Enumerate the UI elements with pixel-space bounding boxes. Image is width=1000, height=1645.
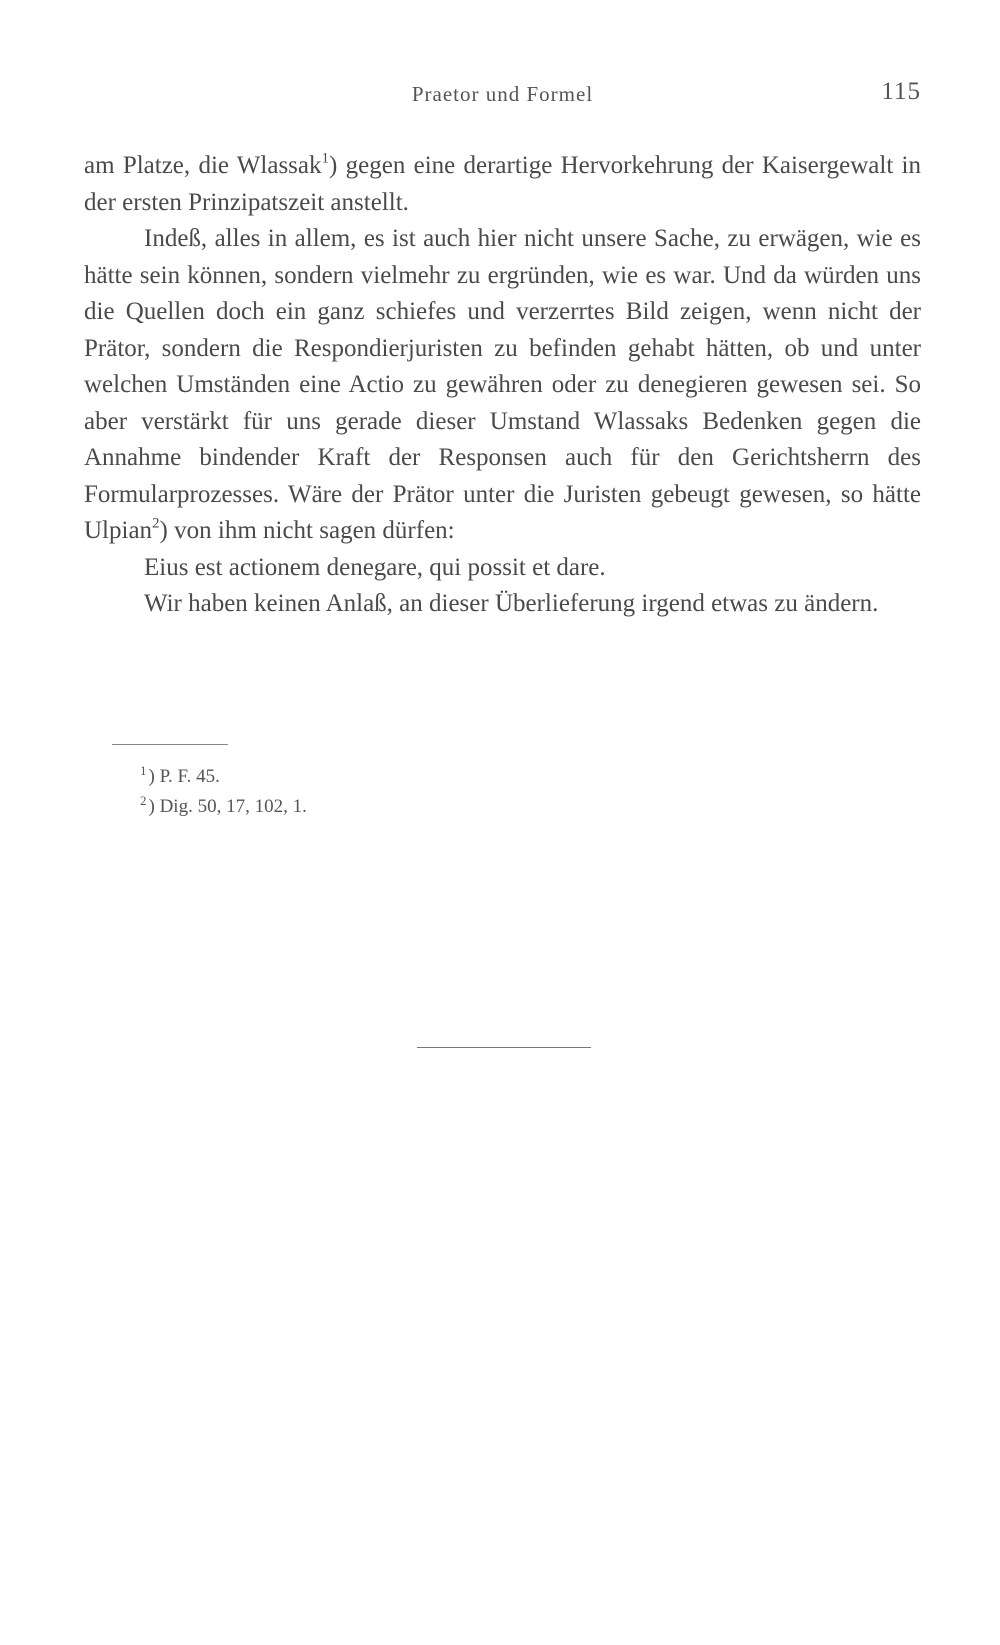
paragraph-2: [84, 221, 921, 550]
footnote-ref-1: 1: [321, 150, 330, 167]
paragraph-1: [84, 148, 921, 221]
footnote-1-mark: 1: [140, 762, 147, 778]
quotation: Eius est actionem denegare, qui possit et dare.: [144, 553, 606, 581]
footnote-divider: [112, 744, 228, 745]
footnote-2-mark: 2: [140, 792, 147, 808]
section-end-rule: [417, 1047, 591, 1048]
page-number: 115: [881, 78, 921, 105]
paragraph-2-text-a: Indeß, alles in allem, es ist auch hier nicht unsere Sache, zu erwägen, wie es hätte sein können, sondern vielmehr zu ergründen, wie es war. Und da würden uns die Quellen doch ein ganz schiefes und verzerrtes Bild zeigen, wenn nicht der Prätor, sondern die Respondierjuristen zu befinden gehabt hätten, ob und unter welchen Umständen eine Actio zu gewähren oder zu denegieren gewesen sei. So aber verstärkt für uns gerade dieser Umstand Wlassaks Bedenken gegen die Annahme bindender Kraft der Responsen auch für den Gerichtsherrn des Formularprozesses. Wäre der Prätor unter die Juristen gebeugt gewesen, so hätte Ulpian: [84, 225, 921, 544]
running-title: Praetor und Formel: [411, 82, 594, 106]
footnote-1-text: ) P. F. 45.: [148, 766, 220, 787]
footnote-2: [140, 792, 307, 822]
paragraph-1-text-b: ) gegen eine derartige Hervorkehrung der Kaisergewalt in der ersten Prinzipatszeit anstellt.: [84, 152, 921, 216]
body-text: [84, 148, 921, 623]
footnote-2-text: ) Dig. 50, 17, 102, 1.: [148, 796, 307, 817]
running-head: [84, 78, 921, 114]
footnotes: [140, 762, 307, 822]
footnote-ref-2: 2: [152, 515, 160, 532]
paragraph-2-text-b: ) von ihm nicht sagen dürfen:: [159, 517, 455, 544]
paragraph-3: Wir haben keinen Anlaß, an dieser Überlieferung irgend etwas zu ändern.: [144, 590, 879, 617]
footnote-1: [140, 762, 307, 792]
paragraph-1-text-a: am Platze, die Wlassak: [84, 152, 322, 179]
